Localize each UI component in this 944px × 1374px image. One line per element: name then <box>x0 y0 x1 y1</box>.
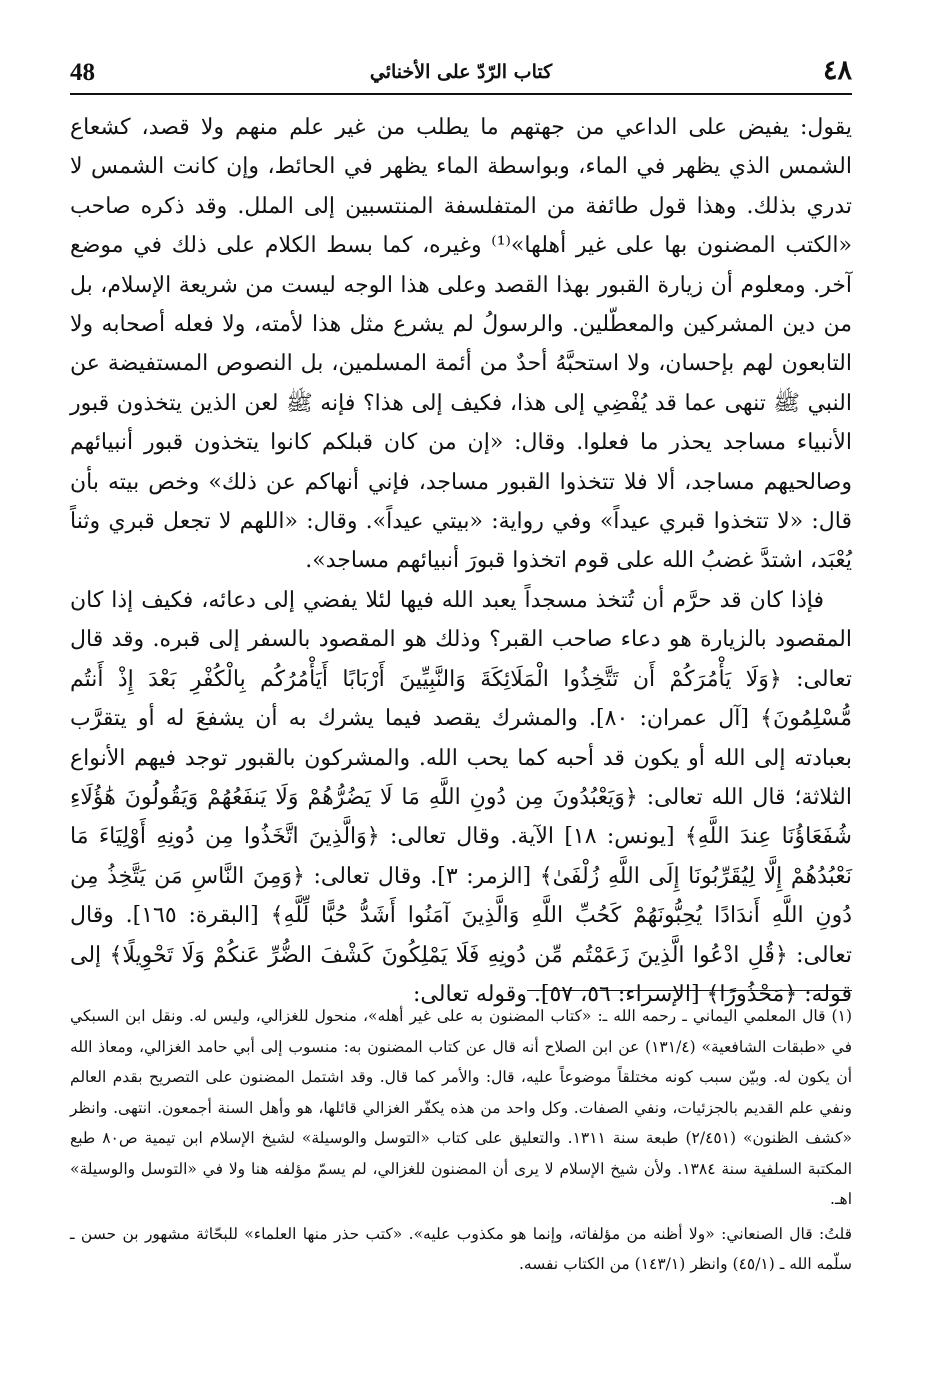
header-rule <box>70 93 852 95</box>
page-header <box>70 55 852 95</box>
paragraph: فإذا كان قد حرَّم أن تُتخذ مسجداً يعبد الله فيها لئلا يفضي إلى دعائه، فكيف إذا كان المقصود بالزيارة هو دعاء صاحب القبر؟ وذلك هو المقصود بالسفر إلى قبره. وقد قال تعالى: ﴿وَلَا يَأْمُرَكُمْ أَن تَتَّخِذُوا الْمَلَائِكَةَ وَالنَّبِيِّينَ أَرْبَابًا أَيَأْمُرُكُم بِالْكُفْرِ بَعْدَ إِذْ أَنتُم مُّسْلِمُونَ﴾ [آل عمران: ٨٠]. والمشرك يقصد فيما يشرك به أن يشفعَ له أو يتقرَّب بعبادته إلى الله أو يكون قد أحبه كما يحب الله. والمشركون بالقبور توجد فيهم الأنواع الثلاثة؛ قال الله تعالى: ﴿وَيَعْبُدُونَ مِن دُونِ اللَّهِ مَا لَا يَضُرُّهُمْ وَلَا يَنفَعُهُمْ وَيَقُولُونَ هَٰؤُلَاءِ شُفَعَاؤُنَا عِندَ اللَّهِ﴾ [يونس: ١٨] الآية. وقال تعالى: ﴿وَالَّذِينَ اتَّخَذُوا مِن دُونِهِ أَوْلِيَاءَ مَا نَعْبُدُهُمْ إِلَّا لِيُقَرِّبُونَا إِلَى اللَّهِ زُلْفَىٰ﴾ [الزمر: ٣]. وقال تعالى: ﴿وَمِنَ النَّاسِ مَن يَتَّخِذُ مِن دُونِ اللَّهِ أَندَادًا يُحِبُّونَهُمْ كَحُبِّ اللَّهِ وَالَّذِينَ آمَنُوا أَشَدُّ حُبًّا لِّلَّهِ﴾ [البقرة: ١٦٥]. وقال تعالى: ﴿قُلِ ادْعُوا الَّذِينَ زَعَمْتُم مِّن دُونِهِ فَلَا يَمْلِكُونَ كَشْفَ الضُّرِّ عَنكُمْ وَلَا تَحْوِيلًا﴾ إلى قوله: ﴿مَحْذُورًا﴾ [الإسراء: ٥٦، ٥٧]. وقوله تعالى: <box>70 587 852 1007</box>
footnotes <box>70 990 852 1320</box>
footnote: (١) قال المعلمي اليماني ـ رحمه الله ـ: «كتاب المضنون به على غير أهله»، منحول للغزالي، وليس له. ونقل ابن السبكي في «طبقات الشافعية» (١٣١/٤) عن ابن الصلاح أنه قال عن كتاب المضنون به: منسوب إلى أبي حامد الغزالي، ومعاذ الله أن يكون له. وبيّن سبب كونه مختلقاً موضوعاً عليه، قال: والأمر كما قال. وقد اشتمل المضنون على التصريح بقدم العالم ونفي علم القديم بالجزئيات، ونفي الصفات. وكل واحد من هذه يكفّر الغزالي قائلها، هو وأهل السنة أجمعون. انتهى. وانظر «كشف الظنون» (٢/٤٥١) طبعة سنة ١٣١١. والتعليق على كتاب «التوسل والوسيلة» لشيخ الإسلام ابن تيمية ص٨٠ طبع المكتبة السلفية سنة ١٣٨٤. ولأن شيخ الإسلام لا يرى أن المضنون للغزالي، لم يسمّ مؤلفه هنا ولا في «التوسل والوسيلة» اهـ. <box>70 1007 852 1208</box>
main-text <box>70 108 852 1007</box>
running-title: كتاب الرّدّ على الأخنائي <box>369 61 553 83</box>
footnote-separator <box>527 990 852 991</box>
page-number-arabic: ٤٨ <box>822 55 852 86</box>
page-number-latin: 48 <box>70 59 95 86</box>
footnote: قلتُ: قال الصنعاني: «ولا أظنه من مؤلفاته، وإنما هو مكذوب عليه». «كتب حذر منها العلماء» للبحّاثة مشهور بن حسن ـ سلّمه الله ـ (٤٥/١) وانظر (١٤٣/١) من الكتاب نفسه. <box>70 1224 852 1273</box>
paragraph: يقول: يفيض على الداعي من جهتهم ما يطلب من غير علم منهم ولا قصد، كشعاع الشمس الذي يظهر في الماء، وبواسطة الماء يظهر في الحائط، وإن كانت الشمس لا تدري بذلك. وهذا قول طائفة من المتفلسفة المنتسبين إلى الملل. وقد ذكره صاحب «الكتب المضنون بها على غير أهلها»⁽¹⁾ وغيره، كما بسط الكلام على ذلك في موضع آخر. ومعلوم أن زيارة القبور بهذا القصد وعلى هذا الوجه ليست من شريعة الإسلام، بل من دين المشركين والمعطّلين. والرسولُ لم يشرع مثل هذا لأمته، ولا فعله أصحابه ولا التابعون لهم بإحسان، ولا استحبَّهُ أحدٌ من أئمة المسلمين، بل النصوص المستفيضة عن النبي ﷺ تنهى عما قد يُفْضِي إلى هذا، فكيف إلى هذا؟ فإنه ﷺ لعن الذين يتخذون قبور الأنبياء مساجد يحذر ما فعلوا. وقال: «إن من كان قبلكم كانوا يتخذون قبور أنبيائهم وصالحيهم مساجد، ألا فلا تتخذوا القبور مساجد، فإني أنهاكم عن ذلك» وخص بيته بأن قال: «لا تتخذوا قبري عيداً» وفي رواية: «بيتي عيداً». وقال: «اللهم لا تجعل قبري وثناً يُعْبَد، اشتدَّ غضبُ الله على قوم اتخذوا قبورَ أنبيائهم مساجد». <box>70 115 852 574</box>
